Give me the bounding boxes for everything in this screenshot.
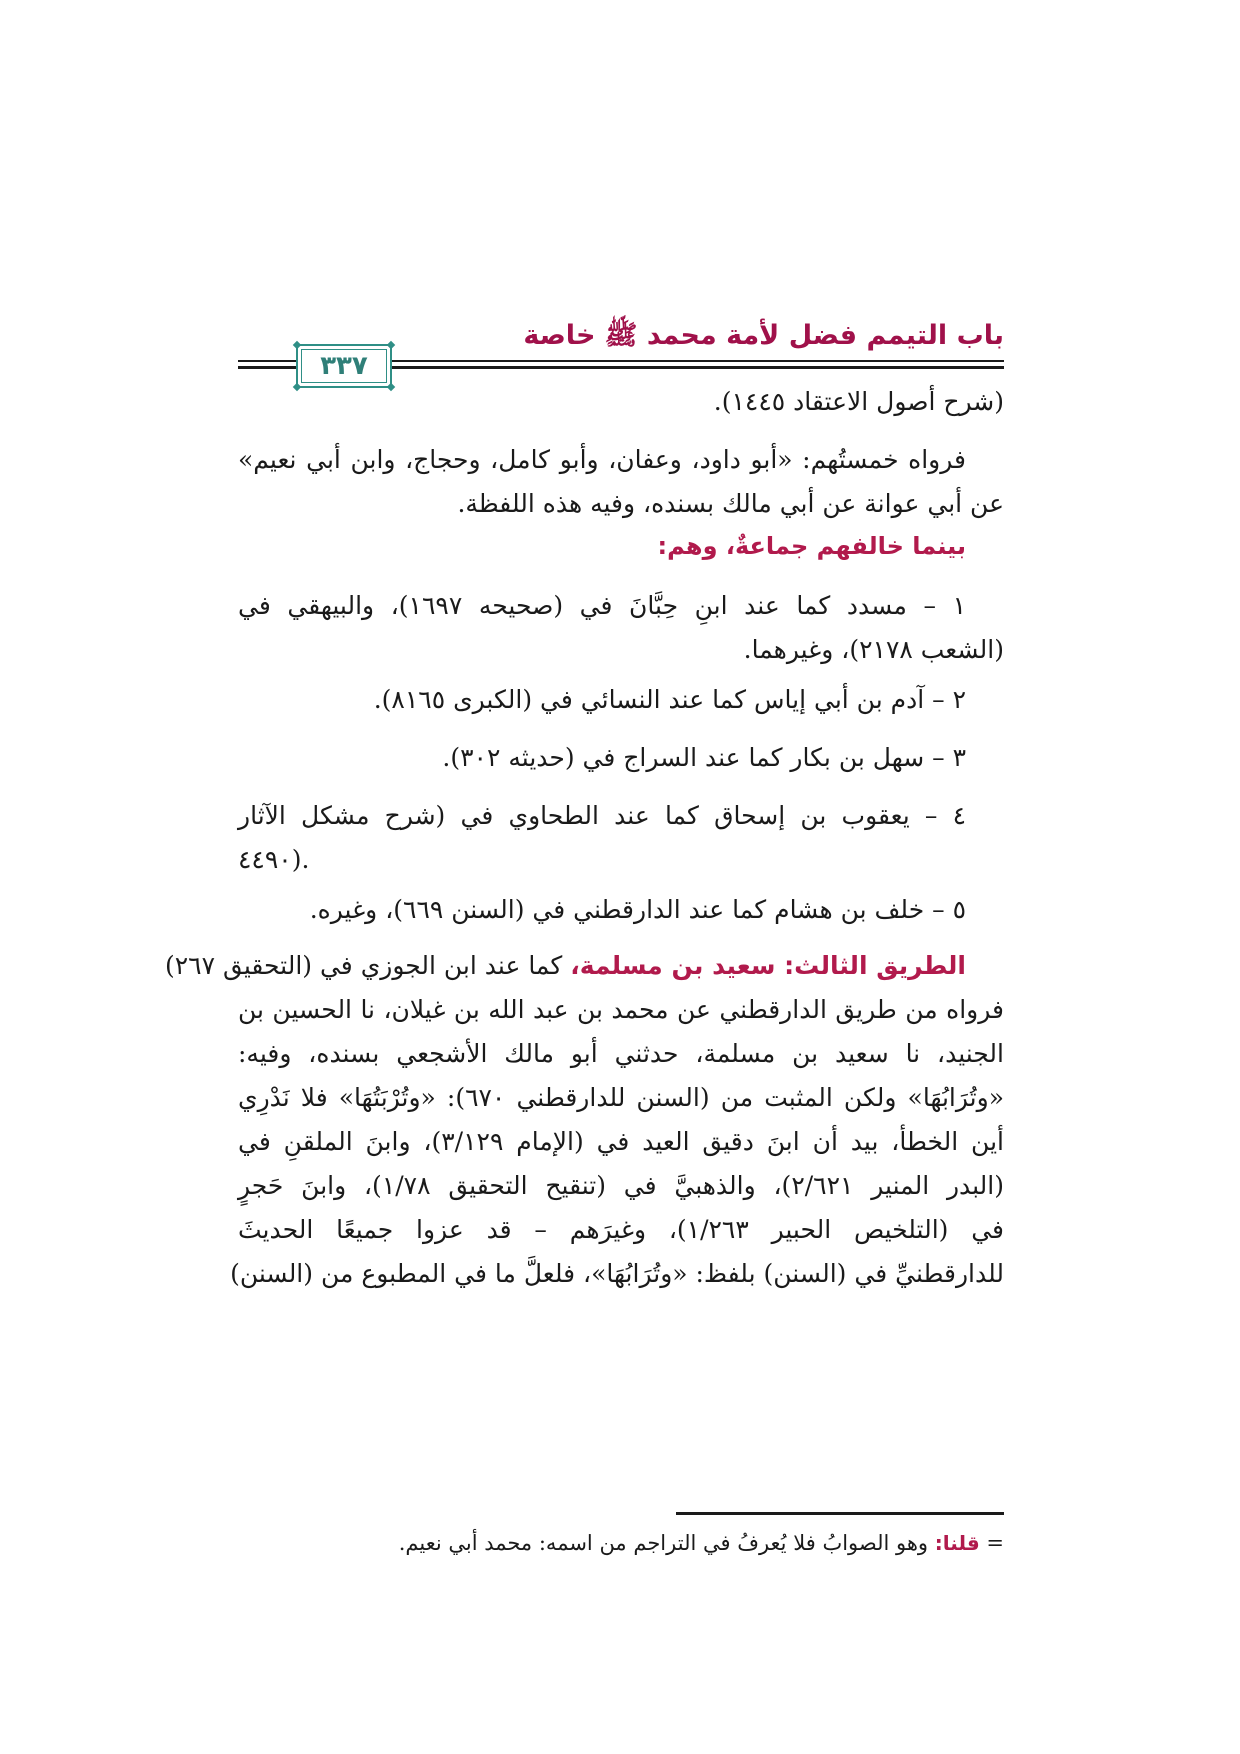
- text-line: أين الخطأ، بيد أن ابنَ دقيق العيد في (الإمام ٣/١٢٩)، وابنَ الملقنِ في: [238, 1127, 1004, 1156]
- page-header: [238, 318, 1004, 388]
- text-line: ٥ – خلف بن هشام كما عند الدارقطني في (السنن ٦٦٩)، وغيره.: [309, 895, 966, 924]
- list-item-3: [238, 736, 1004, 780]
- text-line: فرواه خمستُهم: «أبو داود، وعفان، وأبو كامل، وحجاج، وابن أبي نعيم»: [238, 445, 966, 474]
- route-label: الطريق الثالث: سعيد بن مسلمة،: [570, 951, 966, 980]
- text-line: فرواه من طريق الدارقطني عن محمد بن عبد الله بن غيلان، نا الحسين بن: [238, 995, 1004, 1024]
- text-line: عن أبي عوانة عن أبي مالك بسنده، وفيه هذه اللفظة.: [457, 489, 1004, 518]
- heading-text: بينما خالفهم جماعةٌ، وهم:: [657, 532, 966, 560]
- list-item-5: [238, 888, 1004, 932]
- text-line: (الشعب ٢١٧٨)، وغيرهما.: [743, 635, 1004, 664]
- list-item-4: [238, 794, 1004, 882]
- text-line: في (التلخيص الحبير ١/٢٦٣)، وغيرَهم – قد عزوا جميعًا الحديثَ: [238, 1215, 1004, 1244]
- list-item-1: [238, 584, 1004, 672]
- paragraph-3: [164, 944, 1004, 1296]
- paragraph-1: [238, 380, 1004, 424]
- footnote: [399, 1528, 1004, 1558]
- chapter-title: باب التيمم فضل لأمة محمد ﷺ خاصة: [523, 320, 1004, 351]
- text-line: (شرح أصول الاعتقاد ١٤٤٥).: [713, 387, 1004, 416]
- text-line: ٢ – آدم بن أبي إياس كما عند النسائي في (الكبرى ٨١٦٥).: [373, 685, 966, 714]
- text-line: «وتُرَابُهَا» ولكن المثبت من (السنن للدارقطني ٦٧٠): «وتُرْبَتُهَا» فلا نَدْرِي: [238, 1083, 1004, 1112]
- footnote-divider: [676, 1512, 1004, 1515]
- text-line: ٣ – سهل بن بكار كما عند السراج في (حديثه ٣٠٢).: [442, 743, 966, 772]
- text-line: ١ – مسدد كما عند ابنِ حِبَّانَ في (صحيحه ١٦٩٧)، والبيهقي في: [238, 591, 966, 620]
- text-fragment: كما عند ابن الجوزي في (التحقيق ٢٦٧): [164, 951, 571, 980]
- list-item-2: [238, 678, 1004, 722]
- text-line: الجنيد، نا سعيد بن مسلمة، حدثني أبو مالك الأشجعي بسنده، وفيه:: [238, 1039, 1004, 1068]
- section-heading: [238, 524, 1004, 568]
- footnote-marker: =: [986, 1531, 1004, 1555]
- page-number: ٣٣٧: [320, 351, 368, 381]
- footnote-text: وهو الصوابُ فلا يُعرفُ في التراجم من اسمه: محمد أبي نعيم.: [398, 1531, 935, 1555]
- text-line: [164, 944, 1004, 988]
- text-line: (البدر المنير ٢/٦٢١)، والذهبيَّ في (تنقيح التحقيق ١/٧٨)، وابنَ حَجرٍ: [238, 1171, 1004, 1200]
- text-line: للدارقطنيِّ في (السنن) بلفظ: «وتُرَابُهَا»، فلعلَّ ما في المطبوع من (السنن): [230, 1259, 1004, 1288]
- paragraph-2: [238, 438, 1004, 526]
- text-line: ٤٤٩٠).: [238, 845, 310, 874]
- text-line: ٤ – يعقوب بن إسحاق كما عند الطحاوي في (شرح مشكل الآثار: [238, 801, 966, 830]
- footnote-label: قلنا:: [934, 1531, 980, 1555]
